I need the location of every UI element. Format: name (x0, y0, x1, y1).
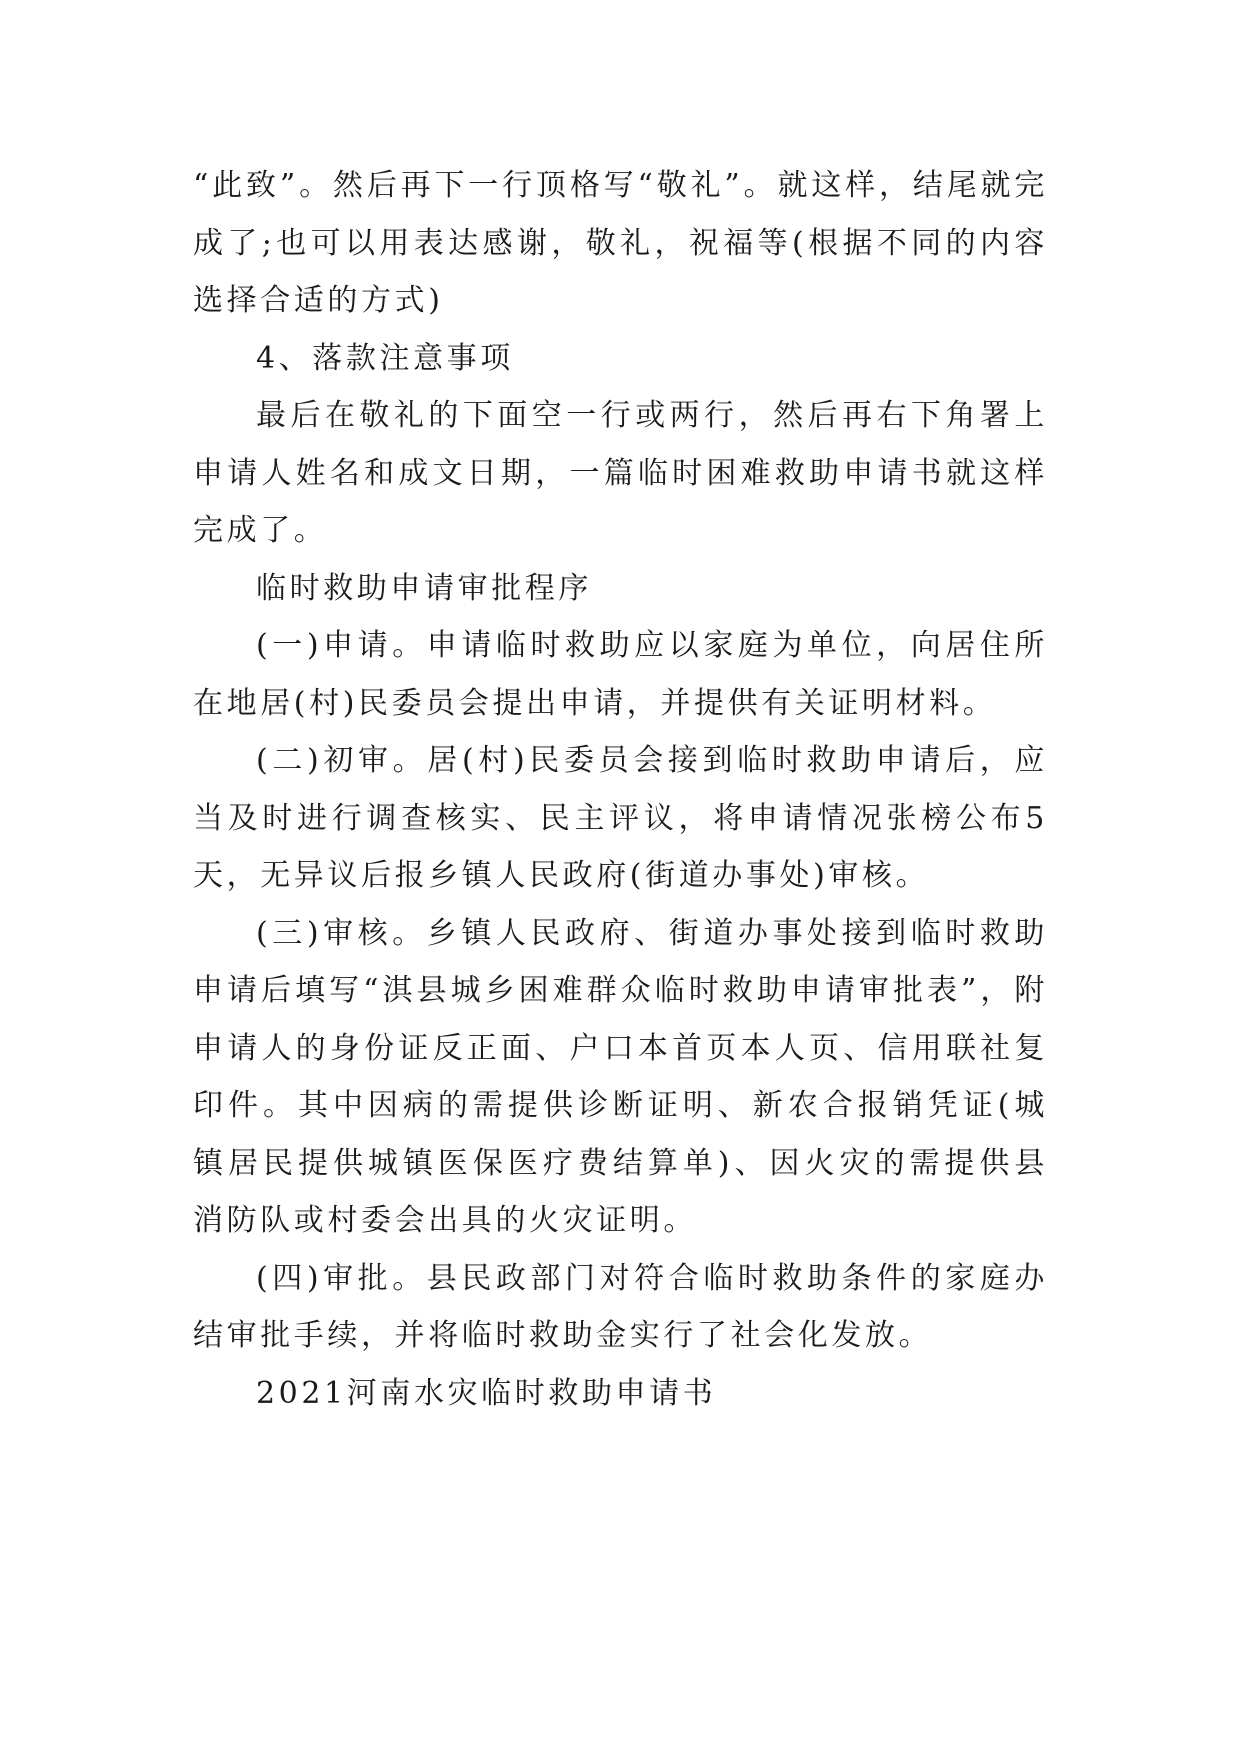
heading-approval-procedure: 临时救助申请审批程序 (256, 570, 592, 606)
document-body (193, 157, 1048, 1422)
paragraph-closing-salutation: “此致”。然后再下一行顶格写“敬礼”。就这样，结尾就完成了;也可以用表达感谢，敬礼，祝福等(根据不同的内容选择合适的方式) (193, 168, 1048, 318)
paragraph-step-approval: (四)审批。县民政部门对符合临时救助条件的家庭办结审批手续，并将临时救助金实行了社会化发放。 (193, 1260, 1048, 1353)
paragraph-step-preliminary-review: (二)初审。居(村)民委员会接到临时救助申请后，应当及时进行调查核实、民主评议，将申请情况张榜公布5天，无异议后报乡镇人民政府(街道办事处)审核。 (193, 743, 1048, 893)
paragraph-step-review: (三)审核。乡镇人民政府、街道办事处接到临时救助申请后填写“淇县城乡困难群众临时救助申请审批表”，附申请人的身份证反正面、户口本首页本人页、信用联社复印件。其中因病的需提供诊断证明、新农合报销凭证(城镇居民提供城镇医保医疗费结算单)、因火灾的需提供县消防队或村委会出具的火灾证明。 (193, 915, 1048, 1238)
heading-signature-notes: 4、落款注意事项 (256, 340, 514, 376)
paragraph-signature: 最后在敬礼的下面空一行或两行，然后再右下角署上申请人姓名和成文日期，一篇临时困难救助申请书就这样完成了。 (193, 398, 1048, 548)
paragraph-step-apply: (一)申请。申请临时救助应以家庭为单位，向居住所在地居(村)民委员会提出申请，并提供有关证明材料。 (193, 628, 1048, 721)
heading-next-section: 2021河南水灾临时救助申请书 (256, 1375, 717, 1411)
